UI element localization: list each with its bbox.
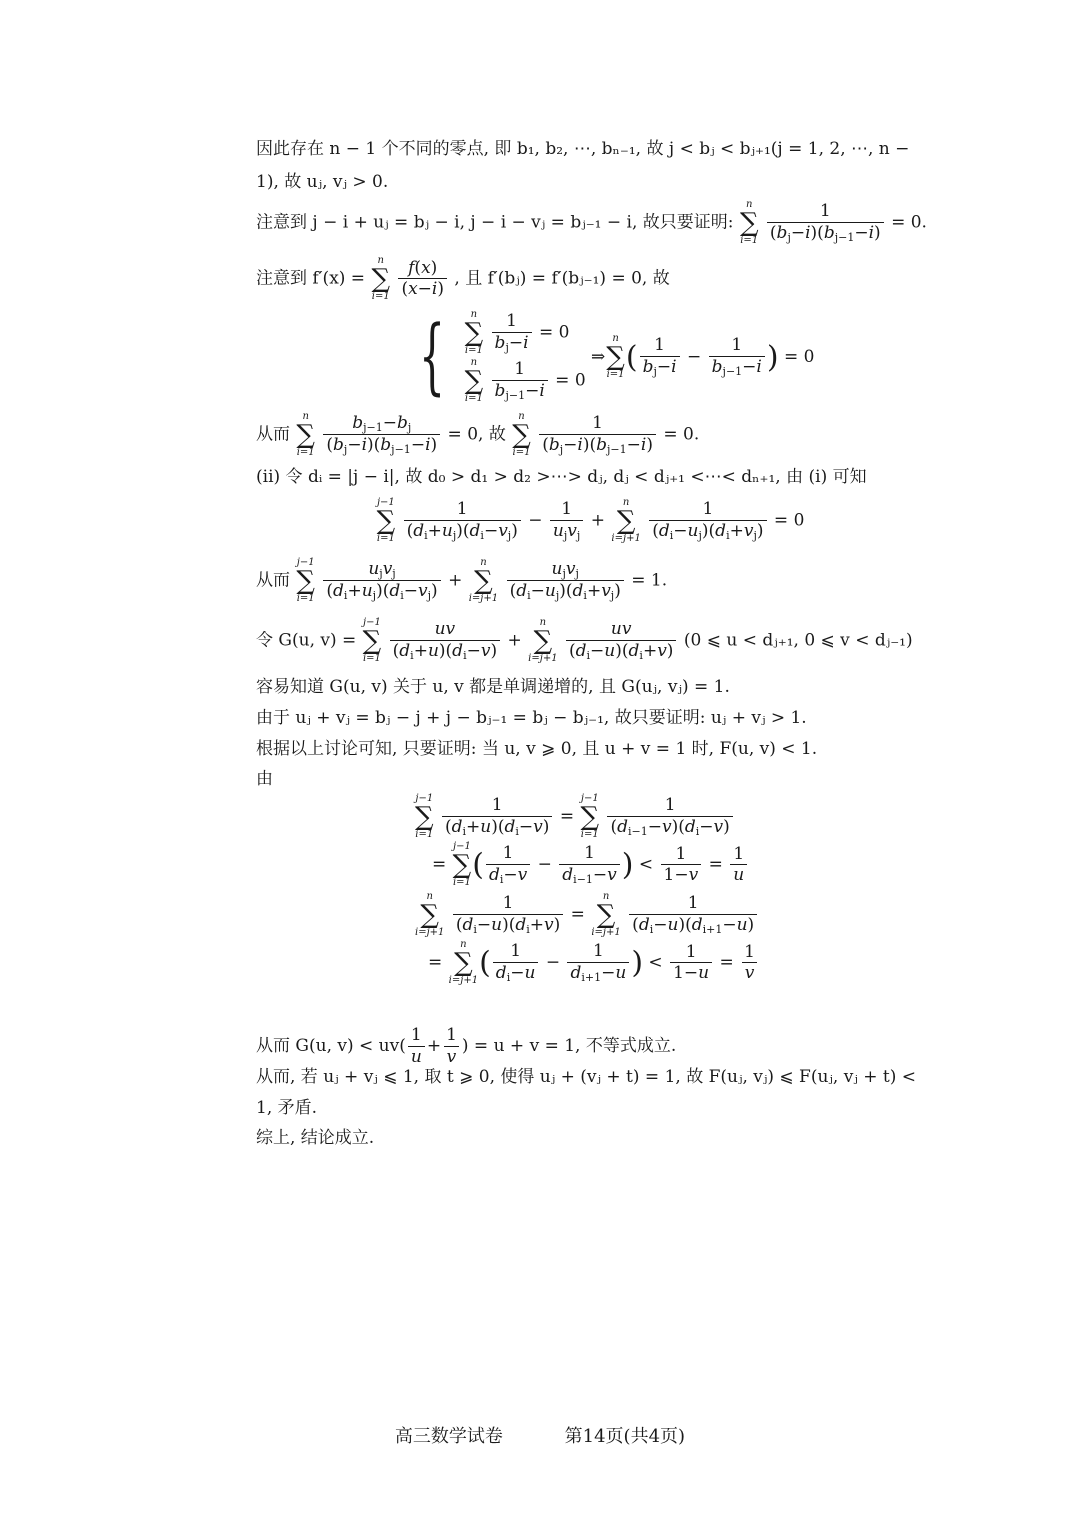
fraction: $\frac{1}{(d_i-u)(d_i+v)}$ <box>453 894 563 936</box>
page-footer <box>0 1422 1080 1448</box>
sum-symbol: n ∑ i=j+1 <box>448 939 479 986</box>
fraction: $\frac{1}{(b_j-i)(b_{j-1}-i)}$ <box>767 202 884 244</box>
text-line-4 <box>256 256 670 302</box>
footer-page-number: 第14页(共4页) <box>564 1426 686 1447</box>
equation-system <box>406 310 814 404</box>
text-line-12: 由于 uⱼ + vⱼ = bⱼ − j + j − bⱼ₋₁ = bⱼ − bⱼ₋₁, 故只要证明: uⱼ + vⱼ > 1. <box>256 708 807 728</box>
left-brace: { <box>419 309 446 404</box>
sum-symbol: n ∑ i=1 <box>512 411 531 458</box>
sum-symbol: j−1 ∑ i=1 <box>376 497 396 544</box>
system-rows <box>464 310 586 404</box>
sum-symbol: n ∑ i=1 <box>464 309 484 356</box>
fraction: $\frac{1}{d_{i-1}-v}$ <box>559 844 619 886</box>
fraction: $\frac{1}{d_{i+1}-u}$ <box>567 942 629 984</box>
fraction: $\frac{1}{(b_j-i)(b_{j-1}-i)}$ <box>539 414 656 456</box>
text-intro-10: 令 G(u, v) = <box>256 630 357 651</box>
fraction: $\frac{1}{d_i-v}$ <box>486 844 530 886</box>
equation-text: = 0. <box>891 212 927 233</box>
text-line-9: 从而 j−1 ∑ i=1 $\frac{u_jv_j}{(d_i+u_j)(d_i-v_j)}$ + n ∑ i=j+1 $\frac{u_jv_j}{(d_i-u_j)(d_i+v_j)}$ = 1. <box>256 557 668 604</box>
sum-symbol: n ∑ i=1 <box>296 411 315 458</box>
sum-symbol: j−1 ∑ i=1 <box>580 793 600 840</box>
fraction: $\frac{1}{1-v}$ <box>661 845 702 886</box>
sum-symbol: n ∑ i=1 <box>739 199 759 246</box>
fraction: $\frac{uv}{(d_i-u)(d_i+v)}$ <box>566 620 676 662</box>
sum-symbol: n ∑ i=j+1 <box>591 891 621 938</box>
text-mid-6: = 0, 故 <box>447 424 506 445</box>
sum-symbol: j−1 ∑ i=1 <box>362 617 382 664</box>
system-row-2: n ∑ i=1 $\frac{1}{b_{j-1}-i}$ = 0 <box>464 357 586 404</box>
fraction: $\frac{1}{u}$ <box>730 845 747 886</box>
fraction: $\frac{u_jv_j}{(d_i+u_j)(d_i-v_j)}$ <box>323 560 440 603</box>
fraction: $\frac{1}{(d_i-u_j)(d_i+v_j)}$ <box>649 500 766 542</box>
text-line-14: 由 <box>256 769 273 789</box>
text-line-10: 令 G(u, v) = j−1 ∑ i=1 $\frac{uv}{(d_i+u)(d_i-v)}$ + n ∑ i=j+1 $\frac{uv}{(d_i-u)(d_i+v)}$ (0 ⩽ u < dⱼ₊₁, 0 ⩽ v < dⱼ₋₁) <box>256 617 913 664</box>
sum-symbol: n ∑ i=1 <box>371 255 391 302</box>
fraction: $\frac{f(x)}{(x-i)}$ <box>398 259 447 300</box>
fraction: $\frac{1}{d_i-u}$ <box>493 942 539 984</box>
derivation-row-2: = j−1 ∑ i=1 ( $\frac{1}{d_i-v}$ − $\frac{1}{d_{i-1}-v}$ ) < $\frac{1}{1-v}$ = $\frac{1}{u}$ <box>432 842 760 888</box>
fraction: $\frac{1}{(d_i+u_j)(d_i-v_j)}$ <box>404 500 521 542</box>
text-intro-6: 从而 <box>256 424 290 445</box>
text-line-13: 根据以上讨论可知, 只要证明: 当 u, v ⩾ 0, 且 u + v = 1 时, F(u, v) < 1. <box>256 739 818 759</box>
fraction: $\frac{1}{u_jv_j}$ <box>550 500 583 542</box>
sum-symbol: n ∑ i=1 <box>464 357 484 404</box>
text-line-6: 从而 n ∑ i=1 $\frac{b_{j-1}-b_j}{(b_j-i)(b_{j-1}-i)}$ = 0, 故 n ∑ i=1 $\frac{1}{(b_j-i)(b_{j-1}-i)}$ = 0. <box>256 411 700 458</box>
sum-symbol: n ∑ i=j+1 <box>415 891 445 938</box>
equation-sum-uv: j−1 ∑ i=1 $\frac{1}{(d_i+u_j)(d_i-v_j)}$ − $\frac{1}{u_jv_j}$ + n ∑ i=j+1 $\frac{1}{(d_i-u_j)(d_i+v_j)}$ = 0 <box>376 497 805 544</box>
text-line-16: 从而 G(u, v) < uv( $\frac{1}{u}$ + $\frac{1}{v}$ ) = u + v = 1, 不等式成立. <box>256 1025 677 1067</box>
text-intro-3: 注意到 j − i + uⱼ = bⱼ − i, j − i − vⱼ = bⱼ₋₁ − i, 故只要证明: <box>256 212 734 233</box>
fraction: $\frac{uv}{(d_i+u)(d_i-v)}$ <box>390 620 500 662</box>
derivation-row-4: = n ∑ i=j+1 ( $\frac{1}{d_i-u}$ − $\frac{1}{d_{i+1}-u}$ ) < $\frac{1}{1-u}$ = $\frac{1}{v}$ <box>428 940 760 986</box>
fraction: $\frac{b_{j-1}-b_j}{(b_j-i)(b_{j-1}-i)}$ <box>323 414 440 457</box>
sum-symbol: j−1 ∑ i=1 <box>415 793 434 840</box>
text-intro-9: 从而 <box>256 570 290 591</box>
fraction: $\frac{1}{b_j-i}$ <box>492 312 532 354</box>
fraction: $\frac{u_jv_j}{(d_i-u_j)(d_i+v_j)}$ <box>507 560 624 603</box>
fraction: $\frac{1}{b_j-i}$ <box>640 336 680 378</box>
text-tail-4: , 且 f′(bⱼ) = f′(bⱼ₋₁) = 0, 故 <box>454 268 670 289</box>
sum-symbol: n ∑ i=j+1 <box>528 617 558 664</box>
fraction: $\frac{1}{b_{j-1}-i}$ <box>492 360 548 402</box>
text-line-3 <box>256 200 927 246</box>
footer-subject: 高三数学试卷 <box>394 1426 503 1447</box>
fraction: $\frac{1}{b_{j-1}-i}$ <box>709 336 765 378</box>
fraction: $\frac{1}{1-u}$ <box>670 943 712 984</box>
text-line-1: 因此存在 n − 1 个不同的零点, 即 b₁, b₂, ⋯, bₙ₋₁, 故 j < bⱼ < bⱼ₊₁(j = 1, 2, ⋯, n − <box>256 139 910 159</box>
sum-symbol: n ∑ i=1 <box>606 333 625 380</box>
sum-symbol: n ∑ i=j+1 <box>611 497 641 544</box>
derivation-row-1: j−1 ∑ i=1 $\frac{1}{(d_i+u)(d_i-v)}$ = j−1 ∑ i=1 $\frac{1}{(d_{i-1}-v)(d_i-v)}$ <box>414 794 760 840</box>
implies-part: ⇒ n ∑ i=1 ( $\frac{1}{b_j-i}$ − $\frac{1}{b_{j-1}-i}$ ) = 0 <box>591 333 815 380</box>
fraction: $\frac{1}{v}$ <box>741 943 758 984</box>
fraction: $\frac{1}{(d_i+u)(d_i-v)}$ <box>442 796 552 838</box>
fraction: $\frac{1}{v}$ <box>443 1026 460 1067</box>
text-line-19: 综上, 结论成立. <box>256 1128 375 1148</box>
text-line-2: 1), 故 uⱼ, vⱼ > 0. <box>256 172 389 192</box>
text-line-7: (ii) 令 dᵢ = |j − i|, 故 d₀ > d₁ > d₂ >⋯> dⱼ, dⱼ < dⱼ₊₁ <⋯< dₙ₊₁, 由 (i) 可知 <box>256 467 867 487</box>
derivation-block <box>414 794 760 986</box>
text-line-17: 从而, 若 uⱼ + vⱼ ⩽ 1, 取 t ⩾ 0, 使得 uⱼ + (vⱼ + t) = 1, 故 F(uⱼ, vⱼ) ⩽ F(uⱼ, vⱼ + t) < <box>256 1067 916 1087</box>
sum-symbol: n ∑ i=j+1 <box>468 557 499 604</box>
text-line-11: 容易知道 G(u, v) 关于 u, v 都是单调递增的, 且 G(uⱼ, vⱼ) = 1. <box>256 677 730 697</box>
text-tail-10: (0 ⩽ u < dⱼ₊₁, 0 ⩽ v < dⱼ₋₁) <box>683 630 913 651</box>
system-row-1: n ∑ i=1 $\frac{1}{b_j-i}$ = 0 <box>464 309 570 356</box>
sum-symbol: j−1 ∑ i=1 <box>452 841 472 888</box>
derivation-row-3: n ∑ i=j+1 $\frac{1}{(d_i-u)(d_i+v)}$ = n ∑ i=j+1 $\frac{1}{(d_i-u)(d_{i+1}-u)}$ <box>414 892 760 938</box>
text-line-18: 1, 矛盾. <box>256 1098 318 1118</box>
fraction: $\frac{1}{(d_{i-1}-v)(d_i-v)}$ <box>607 796 732 838</box>
text-intro-16: 从而 G(u, v) < uv( <box>256 1035 406 1056</box>
fraction: $\frac{1}{u}$ <box>408 1026 425 1067</box>
text-intro-4: 注意到 f′(x) = <box>256 268 366 289</box>
sum-symbol: j−1 ∑ i=1 <box>296 557 315 604</box>
text-tail-16: ) = u + v = 1, 不等式成立. <box>461 1035 677 1056</box>
fraction: $\frac{1}{(d_i-u)(d_{i+1}-u)}$ <box>629 894 757 936</box>
